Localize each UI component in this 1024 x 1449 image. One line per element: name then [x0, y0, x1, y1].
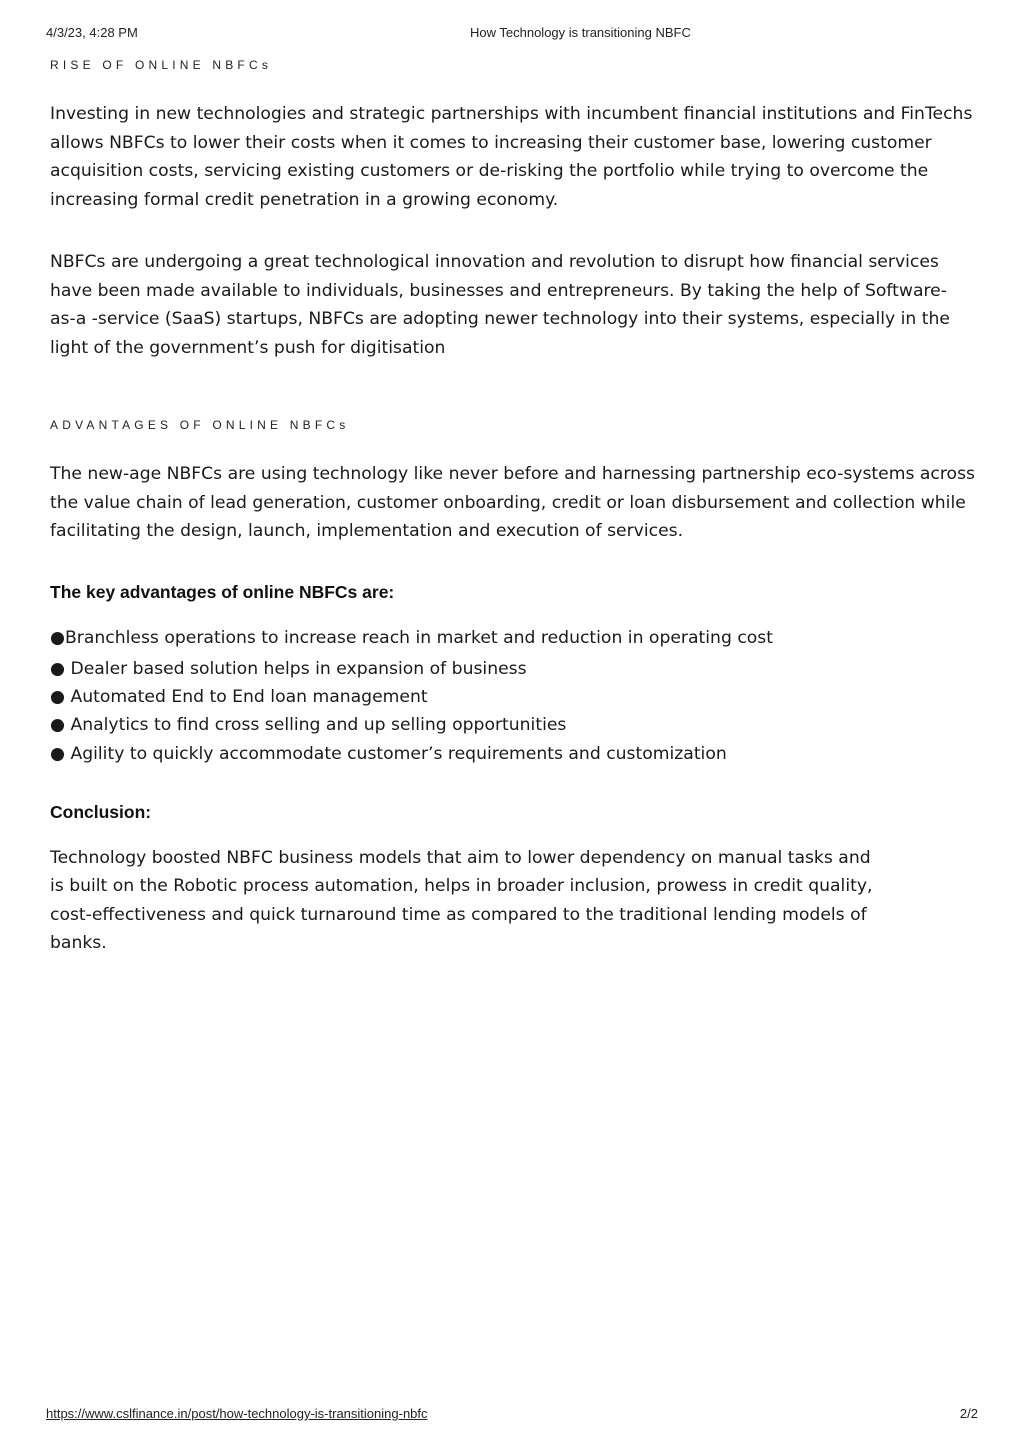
rise-paragraph-2: NBFCs are undergoing a great technological innovation and revolution to disrupt how financial services have been made available to individuals, businesses and entrepreneurs. By taking the help of Software-as-a -service (SaaS) startups, NBFCs are adopting newer technology into their systems, especially in the light of the government’s push for digitisation	[50, 252, 950, 358]
conclusion-heading: Conclusion:	[50, 801, 152, 822]
rise-paragraph-1: Investing in new technologies and strategic partnerships with incumbent financial institutions and FinTechs allows NBFCs to lower their costs when it comes to increasing their customer base, lowering customer acquisition costs, servicing existing customers or de-risking the portfolio while trying to overcome the increasing formal credit penetration in a growing economy.	[50, 104, 973, 210]
advantages-section-heading: ADVANTAGES OF ONLINE NBFCs	[50, 418, 350, 432]
list-item: ● Agility to quickly accommodate customer’s requirements and customization	[50, 743, 727, 764]
advantages-list	[50, 624, 980, 768]
conclusion-paragraph: Technology boosted NBFC business models that aim to lower dependency on manual tasks and is built on the Robotic process automation, helps in broader inclusion, prowess in credit quality, cost-effectiveness and quick turnaround time as compared to the traditional lending models of banks.	[50, 847, 873, 954]
print-footer	[0, 1406, 1024, 1424]
list-item: ● Analytics to find cross selling and up selling opportunities	[50, 715, 567, 736]
source-url-link[interactable]: https://www.cslfinance.in/post/how-technology-is-transitioning-nbfc	[46, 1406, 428, 1421]
list-item: ● Automated End to End loan management	[50, 687, 428, 708]
article-body	[50, 55, 980, 958]
print-header	[0, 25, 1024, 43]
advantages-paragraph: The new-age NBFCs are using technology like never before and harnessing partnership eco-systems across the value chain of lead generation, customer onboarding, credit or loan disbursement and collection while facilitating the design, launch, implementation and execution of services.	[50, 464, 975, 541]
list-item: ●Branchless operations to increase reach in market and reduction in operating cost	[50, 627, 773, 648]
key-advantages-heading: The key advantages of online NBFCs are:	[50, 581, 395, 602]
list-item: ● Dealer based solution helps in expansion of business	[50, 658, 527, 679]
page-number: 2/2	[959, 1406, 978, 1421]
print-date: 4/3/23, 4:28 PM	[46, 25, 138, 40]
rise-section-heading: RISE OF ONLINE NBFCs	[50, 58, 273, 72]
document-title: How Technology is transitioning NBFC	[470, 25, 691, 40]
